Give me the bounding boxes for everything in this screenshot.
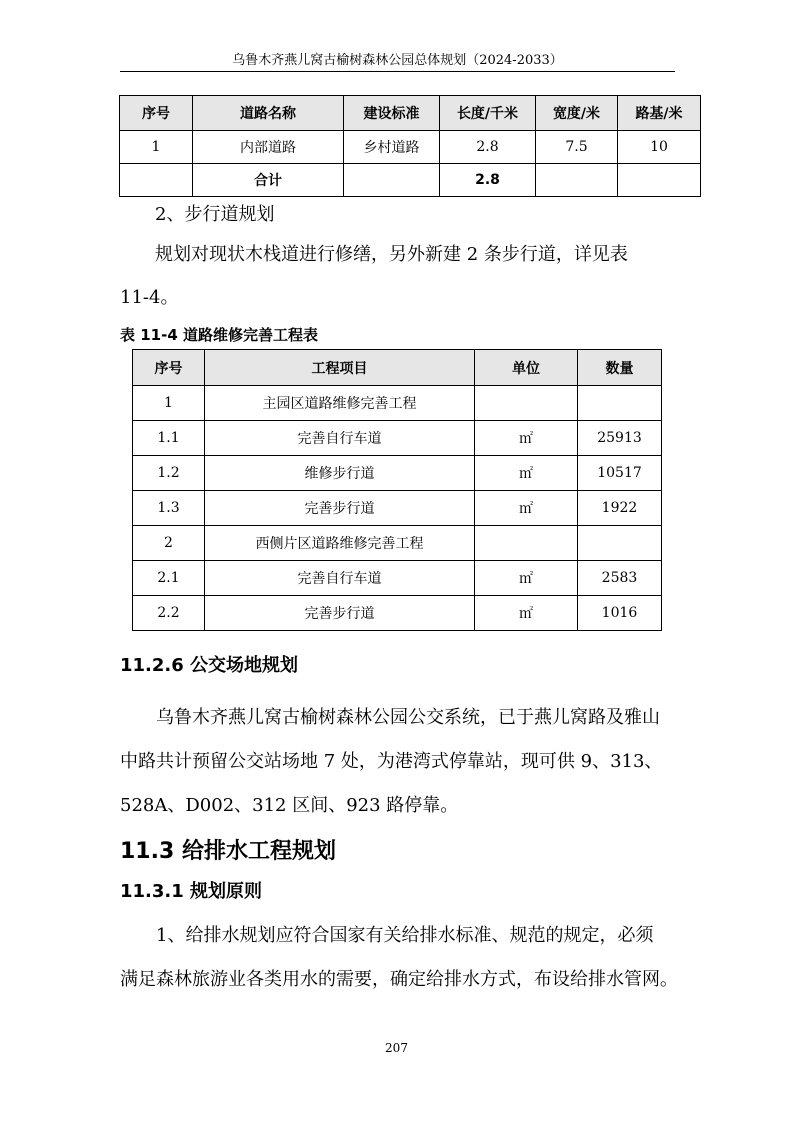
table-cell bbox=[120, 164, 193, 197]
table-cell: 2.1 bbox=[133, 561, 205, 596]
table-row bbox=[133, 561, 662, 596]
road-table bbox=[119, 95, 701, 197]
table-cell: 1.3 bbox=[133, 491, 205, 526]
table-cell: 完善步行道 bbox=[205, 491, 475, 526]
total-length: 2.8 bbox=[440, 164, 536, 197]
table-row bbox=[120, 131, 701, 164]
table-cell bbox=[536, 164, 618, 197]
table-cell bbox=[475, 386, 578, 421]
total-label: 合计 bbox=[193, 164, 344, 197]
table-cell: 内部道路 bbox=[193, 131, 344, 164]
column-header: 序号 bbox=[120, 96, 193, 131]
paragraph-line: 528A、D002、312 区间、923 路停靠。 bbox=[120, 795, 459, 816]
section-heading-11-3-1: 11.3.1 规划原则 bbox=[120, 881, 263, 902]
walkway-paragraph-line: 规划对现状木栈道进行修缮，另外新建 2 条步行道，详见表 bbox=[155, 244, 628, 265]
column-header: 长度/千米 bbox=[440, 96, 536, 131]
table-row bbox=[133, 456, 662, 491]
paragraph-line: 中路共计预留公交站场地 7 处，为港湾式停靠站，现可供 9、313、 bbox=[120, 751, 663, 772]
table-total-row bbox=[120, 164, 701, 197]
table-cell: 1.2 bbox=[133, 456, 205, 491]
table-cell: 主园区道路维修完善工程 bbox=[205, 386, 475, 421]
table-cell bbox=[618, 164, 701, 197]
table-cell: 7.5 bbox=[536, 131, 618, 164]
table-cell: 10517 bbox=[578, 456, 662, 491]
walkway-paragraph-line: 11-4。 bbox=[120, 287, 179, 308]
table-cell: 1016 bbox=[578, 596, 662, 631]
table-cell: 10 bbox=[618, 131, 701, 164]
table-cell: ㎡ bbox=[475, 456, 578, 491]
table-row bbox=[133, 386, 662, 421]
table-cell: ㎡ bbox=[475, 491, 578, 526]
column-header: 建设标准 bbox=[344, 96, 440, 131]
table-cell: 2.8 bbox=[440, 131, 536, 164]
table-cell: 乡村道路 bbox=[344, 131, 440, 164]
table-cell: 1.1 bbox=[133, 421, 205, 456]
repair-table bbox=[132, 349, 662, 631]
section-heading-11-3: 11.3 给排水工程规划 bbox=[120, 839, 336, 864]
table-cell: 1 bbox=[120, 131, 193, 164]
table-cell: ㎡ bbox=[475, 421, 578, 456]
table-cell: 1922 bbox=[578, 491, 662, 526]
bus-paragraph bbox=[120, 696, 680, 828]
table-cell: 完善自行车道 bbox=[205, 561, 475, 596]
table-cell bbox=[475, 526, 578, 561]
header-rule bbox=[120, 71, 675, 72]
table-cell: 完善自行车道 bbox=[205, 421, 475, 456]
table-header-row bbox=[120, 96, 701, 131]
page-number: 207 bbox=[385, 1041, 408, 1055]
table-row bbox=[133, 421, 662, 456]
table-caption: 表 11-4 道路维修完善工程表 bbox=[120, 326, 318, 344]
table-cell bbox=[344, 164, 440, 197]
section-heading-11-2-6: 11.2.6 公交场地规划 bbox=[120, 655, 299, 676]
paragraph-line: 满足森林旅游业各类用水的需要，确定给排水方式，布设给排水管网。 bbox=[120, 969, 678, 990]
table-cell: 西侧片区道路维修完善工程 bbox=[205, 526, 475, 561]
table-row bbox=[133, 526, 662, 561]
table-cell: ㎡ bbox=[475, 561, 578, 596]
column-header: 工程项目 bbox=[205, 350, 475, 386]
table-cell: 完善步行道 bbox=[205, 596, 475, 631]
paragraph-line: 乌鲁木齐燕儿窝古榆树森林公园公交系统，已于燕儿窝路及雅山 bbox=[156, 707, 660, 728]
paragraph-line: 1、给排水规划应符合国家有关给排水标准、规范的规定，必须 bbox=[156, 925, 654, 946]
table-cell: 1 bbox=[133, 386, 205, 421]
table-cell: 25913 bbox=[578, 421, 662, 456]
table-cell bbox=[578, 386, 662, 421]
table-row bbox=[133, 491, 662, 526]
running-header: 乌鲁木齐燕儿窝古榆树森林公园总体规划（2024-2033） bbox=[232, 53, 563, 68]
table-cell: 维修步行道 bbox=[205, 456, 475, 491]
table-cell: ㎡ bbox=[475, 596, 578, 631]
table-header-row bbox=[133, 350, 662, 386]
column-header: 路基/米 bbox=[618, 96, 701, 131]
column-header: 道路名称 bbox=[193, 96, 344, 131]
column-header: 宽度/米 bbox=[536, 96, 618, 131]
walkway-heading: 2、步行道规划 bbox=[155, 204, 275, 225]
table-cell: 2 bbox=[133, 526, 205, 561]
principle-paragraph bbox=[120, 914, 680, 1002]
column-header: 单位 bbox=[475, 350, 578, 386]
table-cell: 2.2 bbox=[133, 596, 205, 631]
table-cell bbox=[578, 526, 662, 561]
table-row bbox=[133, 596, 662, 631]
column-header: 序号 bbox=[133, 350, 205, 386]
column-header: 数量 bbox=[578, 350, 662, 386]
table-cell: 2583 bbox=[578, 561, 662, 596]
